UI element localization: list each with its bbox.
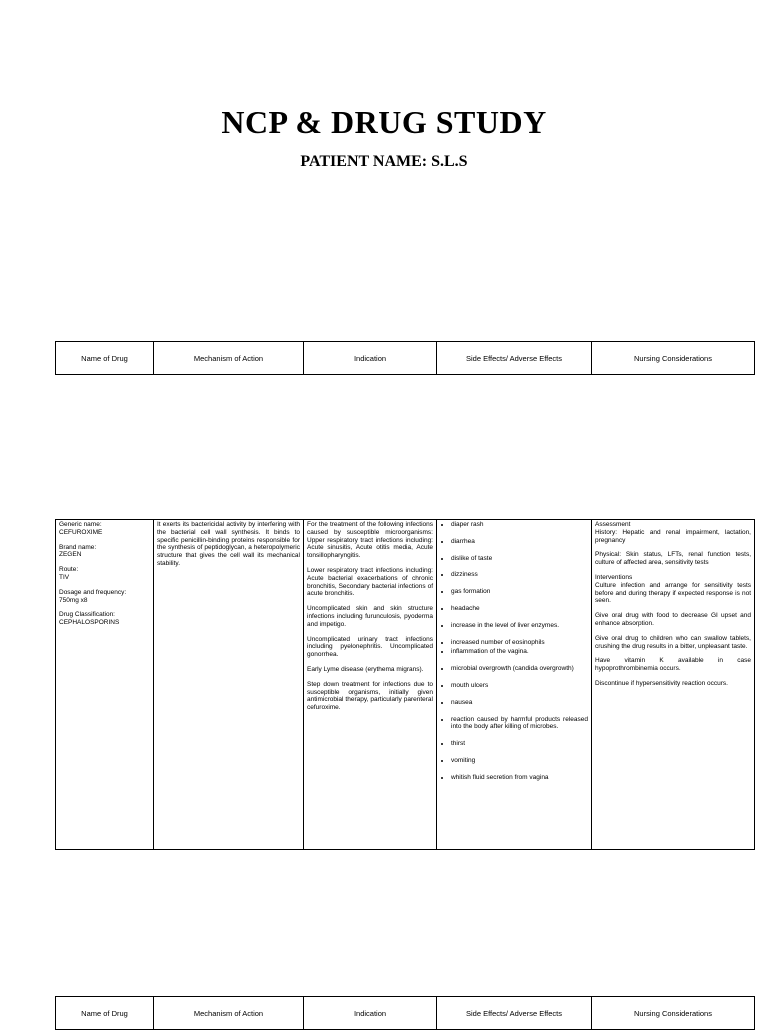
drug-name-cell (56, 520, 154, 850)
drug-study-table (55, 519, 755, 850)
header-name-of-drug: Name of Drug (56, 342, 154, 375)
indication-item: Early Lyme disease (erythema migrans). (307, 665, 424, 673)
side-effect-item: • reaction caused by harmful products released into the body after killing of microbes. (451, 716, 588, 732)
page-title: NCP & DRUG STUDY (221, 104, 547, 140)
side-effect-item: • nausea (451, 699, 588, 707)
side-effect-item: • increase in the level of liver enzymes. (451, 622, 588, 630)
side-effect-item: • gas formation (451, 588, 588, 596)
header-mechanism: Mechanism of Action (154, 997, 304, 1030)
header-indication: Indication (304, 997, 437, 1030)
route-label: Route: (59, 566, 79, 574)
dosage-value: 750mg x8 (59, 596, 88, 604)
indication-item: Uncomplicated skin and skin structure infections including furunculosis, pyoderma and impetigo. (307, 605, 433, 628)
intervention-item: Have vitamin K available in case hypoprothrombinemia occurs. (595, 657, 751, 673)
side-effect-item: • inflammation of the vagina. (451, 648, 588, 656)
assessment-history: History: Hepatic and renal impairment, lactation, pregnancy (595, 528, 751, 544)
generic-name-value: CEFUROXIME (59, 528, 103, 536)
side-effects-cell (437, 520, 592, 850)
assessment-label: Assessment (595, 521, 631, 528)
table-header-bottom (55, 996, 755, 1030)
table-row (56, 520, 755, 850)
mechanism-cell (154, 520, 304, 850)
route-value: TIV (59, 573, 70, 581)
indication-item: Lower respiratory tract infections including: Acute bacterial exacerbations of chronic bronchitis, Secondary bacterial infections of acute bronchitis. (307, 566, 433, 598)
intervention-item: Give oral drug to children who can swallow tablets, crushing the drug results in a bitter, unpleasant taste. (595, 634, 751, 650)
side-effect-item: • microbial overgrowth (candida overgrowth) (451, 665, 588, 673)
header-indication: Indication (304, 342, 437, 375)
dosage-label: Dosage and frequency: (59, 588, 127, 596)
side-effect-item: • dizziness (451, 571, 588, 579)
patient-name: PATIENT NAME: S.L.S (300, 153, 468, 170)
side-effect-item: • increased number of eosinophils (451, 639, 588, 647)
assessment-physical: Physical: Skin status, LFTs, renal function tests, culture of affected area, sensitivity tests (595, 551, 751, 567)
brand-name-value: ZEGEN (59, 551, 82, 559)
header-nursing: Nursing Considerations (592, 342, 755, 375)
side-effect-item: • diarrhea (451, 538, 588, 546)
side-effect-item: • diaper rash (451, 521, 588, 529)
header-mechanism: Mechanism of Action (154, 342, 304, 375)
side-effect-item: • dislike of taste (451, 555, 588, 563)
classification-label: Drug Classification: (59, 611, 115, 619)
indication-item: Uncomplicated urinary tract infections including pyelonephritis. Uncomplicated gonorrhea. (307, 635, 433, 659)
header-name-of-drug: Name of Drug (56, 997, 154, 1030)
interventions-label: Interventions (595, 573, 633, 581)
table-header-top (55, 341, 755, 375)
indication-cell (304, 520, 437, 850)
header-side-effects: Side Effects/ Adverse Effects (437, 997, 592, 1030)
intervention-item: Discontinue if hypersensitivity reaction occurs. (595, 679, 728, 687)
intervention-item: Culture infection and arrange for sensitivity tests before and during therapy if expected response is not seen. (595, 581, 751, 605)
mechanism-text: It exerts its bactericidal activity by interfering with the bacterial cell wall synthesis. It binds to specific penicillin-binding proteins responsible for the synthesis of peptidoglycan, a heteropolymeric structure that gives the cell wall its mechanical stability. (157, 521, 300, 567)
side-effect-item: • headache (451, 605, 588, 613)
intervention-item: Give oral drug with food to decrease GI upset and enhance absorption. (595, 612, 751, 627)
generic-name-label: Generic name: (59, 521, 102, 528)
nursing-cell (592, 520, 755, 850)
side-effect-item: • thirst (451, 740, 588, 748)
side-effect-item: • vomiting (451, 757, 588, 765)
indication-item: Step down treatment for infections due to susceptible organisms, initially given antimicrobial therapy, particularly parenteral cefuroxime. (307, 680, 433, 712)
side-effect-item: • mouth ulcers (451, 682, 588, 690)
brand-name-label: Brand name: (59, 543, 97, 551)
header-side-effects: Side Effects/ Adverse Effects (437, 342, 592, 375)
indication-item: For the treatment of the following infections caused by susceptible microorganisms: Upper respiratory tract infections including: Acute sinusitis, Acute otitis media, Acute tonsillopharyngitis. (307, 521, 433, 560)
classification-value: CEPHALOSPORINS (59, 619, 120, 627)
header-nursing: Nursing Considerations (592, 997, 755, 1030)
side-effect-item: • whitish fluid secretion from vagina (451, 774, 588, 782)
side-effects-list (440, 521, 588, 782)
